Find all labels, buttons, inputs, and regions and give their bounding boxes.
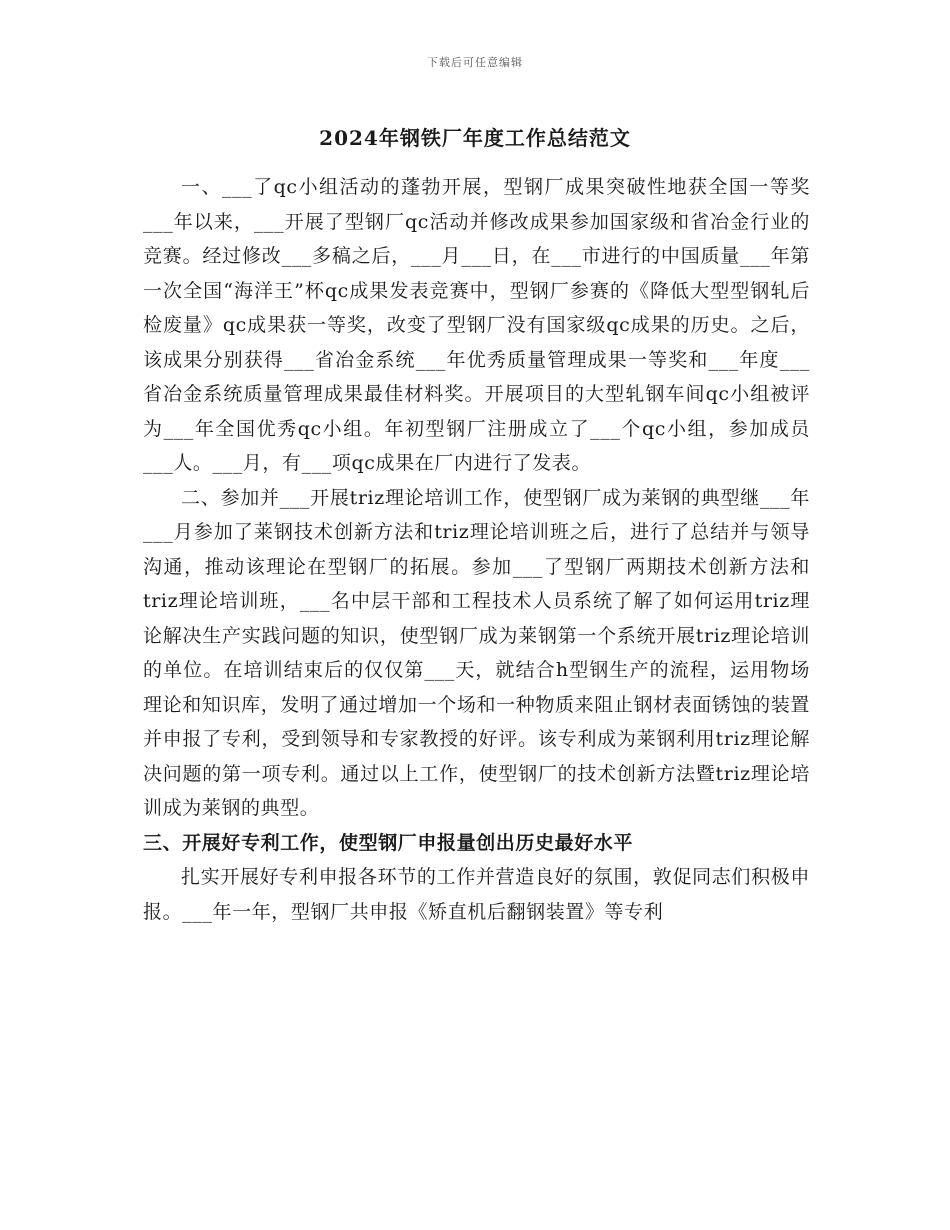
document-title: 2024年钢铁厂年度工作总结范文 (319, 126, 631, 150)
paragraph-1: 一、___了qc小组活动的蓬勃开展，型钢厂成果突破性地获全国一等奖___年以来，___开展了型钢厂qc活动并修改成果参加国家级和省冶金行业的竞赛。经过修改___多稿之后，___月___日，在___市进行的中国质量___年第一次全国“海洋王”杯qc成果发表竞赛中，型钢厂参赛的《降低大型型钢轧后检废量》qc成果获一等奖，改变了型钢厂没有国家级qc成果的历史。之后，该成果分别获得___省冶金系统___年优秀质量管理成果一等奖和___年度___省冶金系统质量管理成果最佳材料奖。开展项目的大型轧钢车间qc小组被评为___年全国优秀qc小组。年初型钢厂注册成立了___个qc小组，参加成员___人。___月，有___项qc成果在厂内进行了发表。 (143, 176, 810, 474)
document-body (143, 170, 810, 929)
section-heading-3: 三、开展好专利工作，使型钢厂申报量创出历史最好水平 (143, 831, 634, 854)
paragraph-3: 扎实开展好专利申报各环节的工作并营造良好的氛围，敦促同志们积极申报。___年一年，型钢厂共申报《矫直机后翻钢装置》等专利 (143, 866, 810, 923)
paragraph-2: 二、参加并___开展triz理论培训工作，使型钢厂成为莱钢的典型继___年___月参加了莱钢技术创新方法和triz理论培训班之后，进行了总结并与领导沟通，推动该理论在型钢厂的拓展。参加___了型钢厂两期技术创新方法和triz理论培训班，___名中层干部和工程技术人员系统了解了如何运用triz理论解决生产实践问题的知识，使型钢厂成为莱钢第一个系统开展triz理论培训的单位。在培训结束后的仅仅第___天，就结合h型钢生产的流程，运用物场理论和知识库，发明了通过增加一个场和一种物质来阻止钢材表面锈蚀的装置并申报了专利，受到领导和专家教授的好评。该专利成为莱钢利用triz理论解决问题的第一项专利。通过以上工作，使型钢厂的技术创新方法暨triz理论培训成为莱钢的典型。 (143, 486, 810, 819)
header-note: 下载后可任意编辑 (427, 56, 523, 69)
